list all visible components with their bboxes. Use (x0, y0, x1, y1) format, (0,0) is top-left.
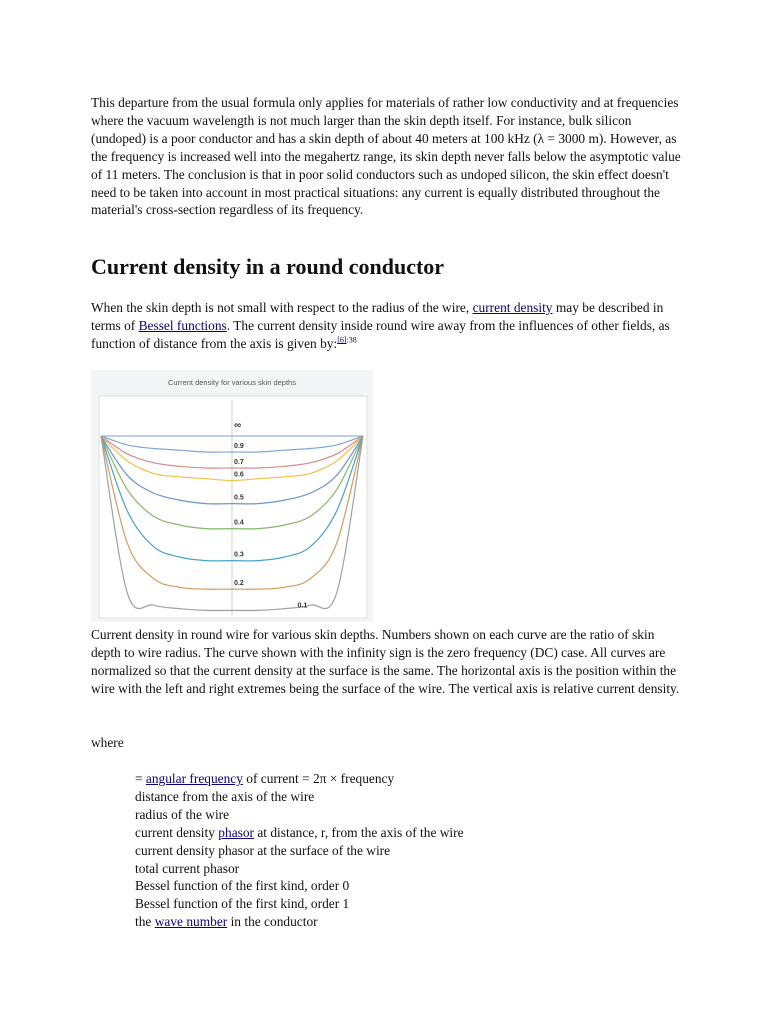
definition-item (135, 860, 655, 878)
curve-label: 0.6 (234, 471, 244, 479)
definition-text: total current phasor (135, 860, 240, 876)
where-label: where (91, 735, 124, 750)
definition-item (135, 842, 655, 860)
paragraph-text: may be described in terms of (91, 300, 664, 333)
definition-text: the (135, 914, 155, 930)
definition-item (135, 824, 655, 842)
plot-area (99, 396, 367, 618)
definition-text: = (135, 771, 146, 786)
definition-text: Bessel function of the first kind, order 1 (135, 896, 350, 912)
section-heading: Current density in a round conductor (91, 254, 445, 279)
paragraph-text: When the skin depth is not small with respect to the radius of the wire, (91, 300, 473, 315)
curve-label: 0.2 (234, 580, 244, 588)
paragraph-skin-depth-silicon: This departure from the usual formula only applies for materials of rather low conductivity and at frequencies where the vacuum wavelength is not much larger than the skin depth itself. For instance, bulk silicon (undoped) is a poor conductor and has a skin depth of about 40 meters at 100 kHz (λ = 3000 m). However, as the frequency is increased well into the megahertz range, its skin depth never falls below the asymptotic value of 11 meters. The conclusion is that in poor solid conductors such as undoped silicon, the skin effect doesn't need to be taken into account in most practical situations: any current is equally distributed throughout the material's cross-section regardless of its frequency. (91, 95, 681, 218)
curve-label: 0.9 (234, 443, 244, 450)
definition-text: current density (135, 824, 219, 840)
paragraph-text: . The current density inside round wire away from the influences of other fields, as function of distance from the axis is given by: (91, 317, 670, 351)
definition-item (135, 770, 655, 788)
definition-item (135, 806, 655, 824)
definition-item (135, 895, 655, 913)
definition-item (135, 788, 655, 806)
figure-caption: Current density in round wire for various skin depths. Numbers shown on each curve are the ratio of skin depth to wire radius. The curve shown with the infinity sign is the zero frequency (DC) case. All curves are normalized so that the current density at the surface is the same. The horizontal axis is the position within the wire with the left and right extremes being the surface of the wire. The vertical axis is relative current density. (91, 627, 680, 696)
definition-text: in the conductor (227, 914, 318, 930)
definition-text: Bessel function of the first kind, order 0 (135, 878, 350, 894)
curve-label: 0.5 (234, 494, 244, 502)
link-bessel-functions[interactable]: Bessel functions (138, 317, 227, 333)
curve-label: 0.1 (297, 602, 308, 610)
definition-link[interactable]: angular frequency (145, 771, 243, 786)
current-density-figure[interactable] (91, 370, 373, 622)
current-density-chart (91, 370, 373, 622)
paragraph-bessel-intro (91, 299, 681, 353)
definition-link[interactable]: phasor (218, 824, 254, 840)
definition-text: current density phasor at the surface of the wire (135, 842, 391, 858)
definition-text: radius of the wire (135, 806, 230, 822)
curve-label: 0.7 (234, 459, 244, 466)
citation-link[interactable]: [6] (337, 335, 347, 345)
definition-item (135, 877, 655, 895)
variable-definitions (135, 770, 655, 931)
chart-title: Current density for various skin depths (168, 378, 296, 387)
curve-label: 0.4 (234, 519, 244, 527)
definition-text: distance from the axis of the wire (135, 788, 315, 804)
curve-label: 0.3 (234, 551, 244, 559)
definition-link[interactable]: wave number (154, 914, 228, 930)
citation-page: :38 (346, 335, 357, 345)
curve-label: ∞ (234, 420, 242, 431)
link-current-density[interactable]: current density (472, 300, 553, 315)
definition-item (135, 913, 655, 931)
definition-text: at distance, r, from the axis of the wire (254, 824, 464, 840)
definition-text: of current = 2π × frequency (242, 771, 395, 786)
